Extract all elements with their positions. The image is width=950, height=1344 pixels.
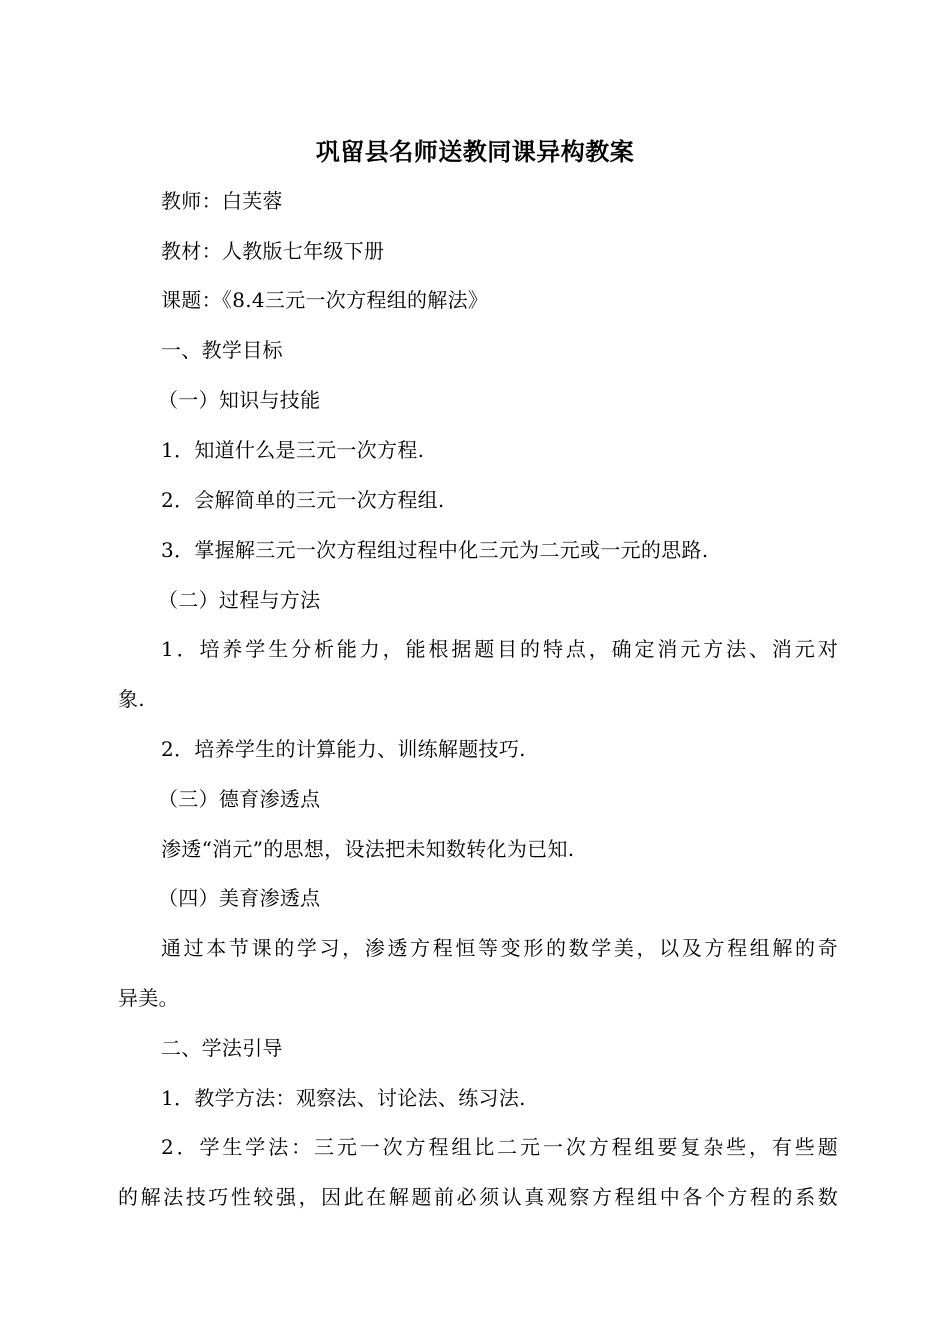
section-heading: 二、学法引导 <box>161 1036 283 1060</box>
paragraph-line: 异美。 <box>118 986 179 1010</box>
paragraph-line: 通过本节课的学习，渗透方程恒等变形的数学美，以及方程组解的奇 <box>161 936 838 960</box>
paragraph-line: 象. <box>118 687 145 711</box>
subsection-heading: （一）知识与技能 <box>158 388 321 412</box>
subsection-heading: （二）过程与方法 <box>158 588 321 612</box>
paragraph-line: 2．学生学法：三元一次方程组比二元一次方程组要复杂些，有些题 <box>161 1135 838 1159</box>
textbook-line: 教材：人教版七年级下册 <box>161 239 385 263</box>
paragraph-line: 1．培养学生分析能力，能根据题目的特点，确定消元方法、消元对 <box>161 637 838 661</box>
section-heading: 一、教学目标 <box>161 338 283 362</box>
teacher-line: 教师：白芙蓉 <box>161 189 283 213</box>
paragraph-line: 的解法技巧性较强，因此在解题前必须认真观察方程组中各个方程的系数 <box>118 1185 838 1209</box>
document-title: 巩留县名师送教同课异构教案 <box>315 138 635 166</box>
paragraph-line: 3．掌握解三元一次方程组过程中化三元为二元或一元的思路. <box>161 538 709 562</box>
paragraph-line: 1．教学方法：观察法、讨论法、练习法. <box>161 1086 526 1110</box>
paragraph-line: 2．培养学生的计算能力、训练解题技巧. <box>161 737 526 761</box>
paragraph-line: 2．会解简单的三元一次方程组. <box>161 488 445 512</box>
paragraph-line: 1．知道什么是三元一次方程. <box>161 438 425 462</box>
subsection-heading: （四）美育渗透点 <box>158 886 321 910</box>
subsection-heading: （三）德育渗透点 <box>158 787 321 811</box>
topic-line: 课题：《8.4三元一次方程组的解法》 <box>161 288 489 312</box>
paragraph-line: 渗透“消元”的思想，设法把未知数转化为已知. <box>161 837 575 861</box>
